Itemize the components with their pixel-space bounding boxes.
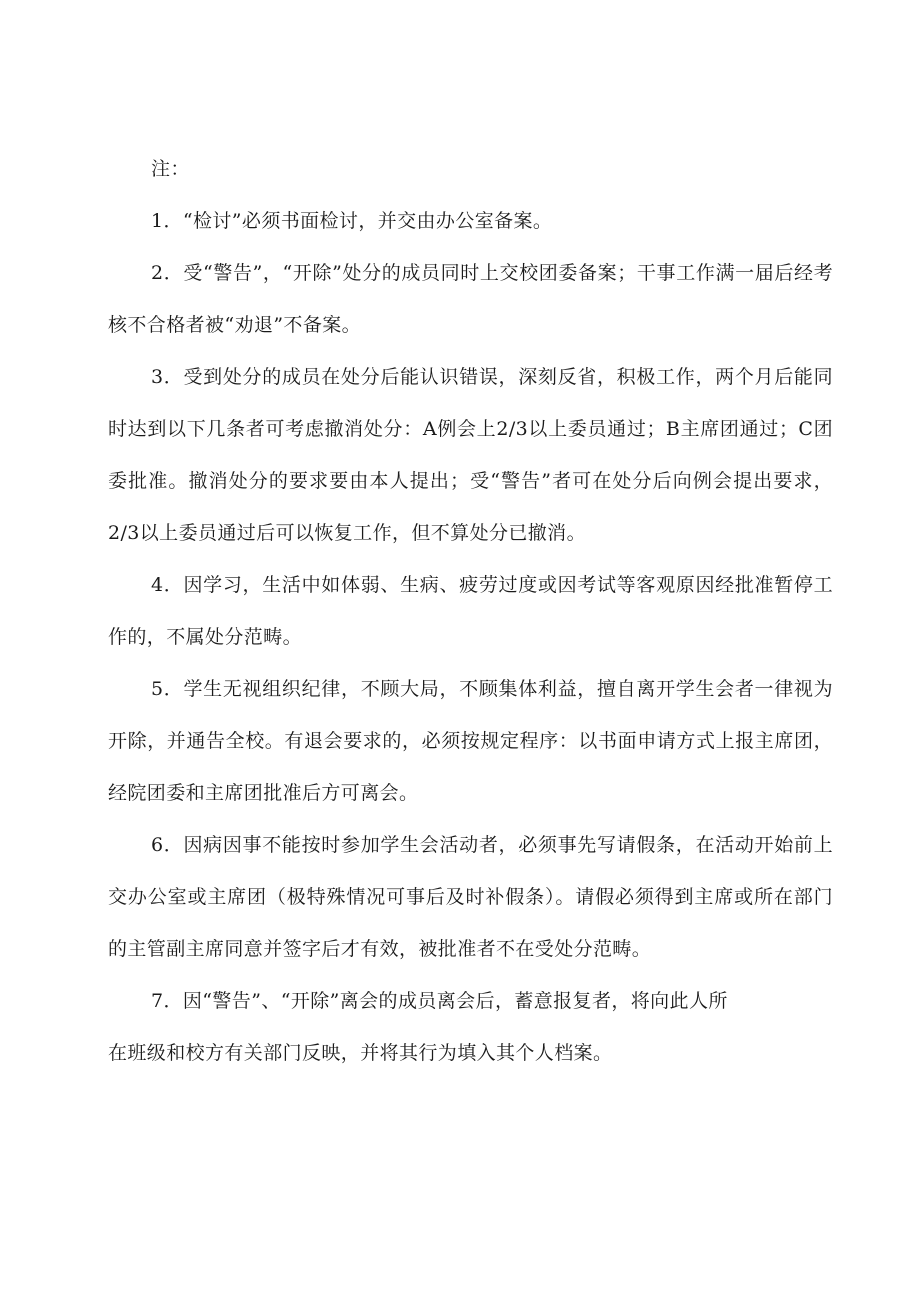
note-label: 注： [151, 158, 190, 180]
note-item-3: 3．受到处分的成员在处分后能认识错误，深刻反省，积极工作，两个月后能同时达到以下几条者可考虑撤消处分：A例会上2/3以上委员通过；B主席团通过；C团委批准。撤消处分的要求要由本人提出；受“警告”者可在处分后向例会提出要求，2/3以上委员通过后可以恢复工作，但不算处分已撤消。 [108, 366, 833, 544]
note-item-7-continuation: 在班级和校方有关部门反映，并将其行为填入其个人档案。 [108, 1042, 613, 1064]
note-item-5: 5．学生无视组织纪律，不顾大局，不顾集体利益，擅自离开学生会者一律视为开除，并通告全校。有退会要求的，必须按规定程序：以书面申请方式上报主席团，经院团委和主席团批准后方可离会。 [108, 678, 833, 804]
note-item-6: 6．因病因事不能按时参加学生会活动者，必须事先写请假条，在活动开始前上交办公室或主席团（极特殊情况可事后及时补假条）。请假必须得到主席或所在部门的主管副主席同意并签字后才有效，被批准者不在受处分范畴。 [108, 834, 833, 960]
note-item-2: 2．受“警告”，“开除”处分的成员同时上交校团委备案；干事工作满一届后经考核不合格者被“劝退”不备案。 [108, 262, 833, 336]
notes-section [108, 143, 833, 1079]
note-item-1: 1．“检讨”必须书面检讨，并交由办公室备案。 [151, 210, 553, 232]
note-item-7: 7．因“警告”、“开除”离会的成员离会后，蓄意报复者，将向此人所 [151, 990, 728, 1012]
note-item-4: 4．因学习，生活中如体弱、生病、疲劳过度或因考试等客观原因经批准暂停工作的，不属处分范畴。 [108, 574, 833, 648]
